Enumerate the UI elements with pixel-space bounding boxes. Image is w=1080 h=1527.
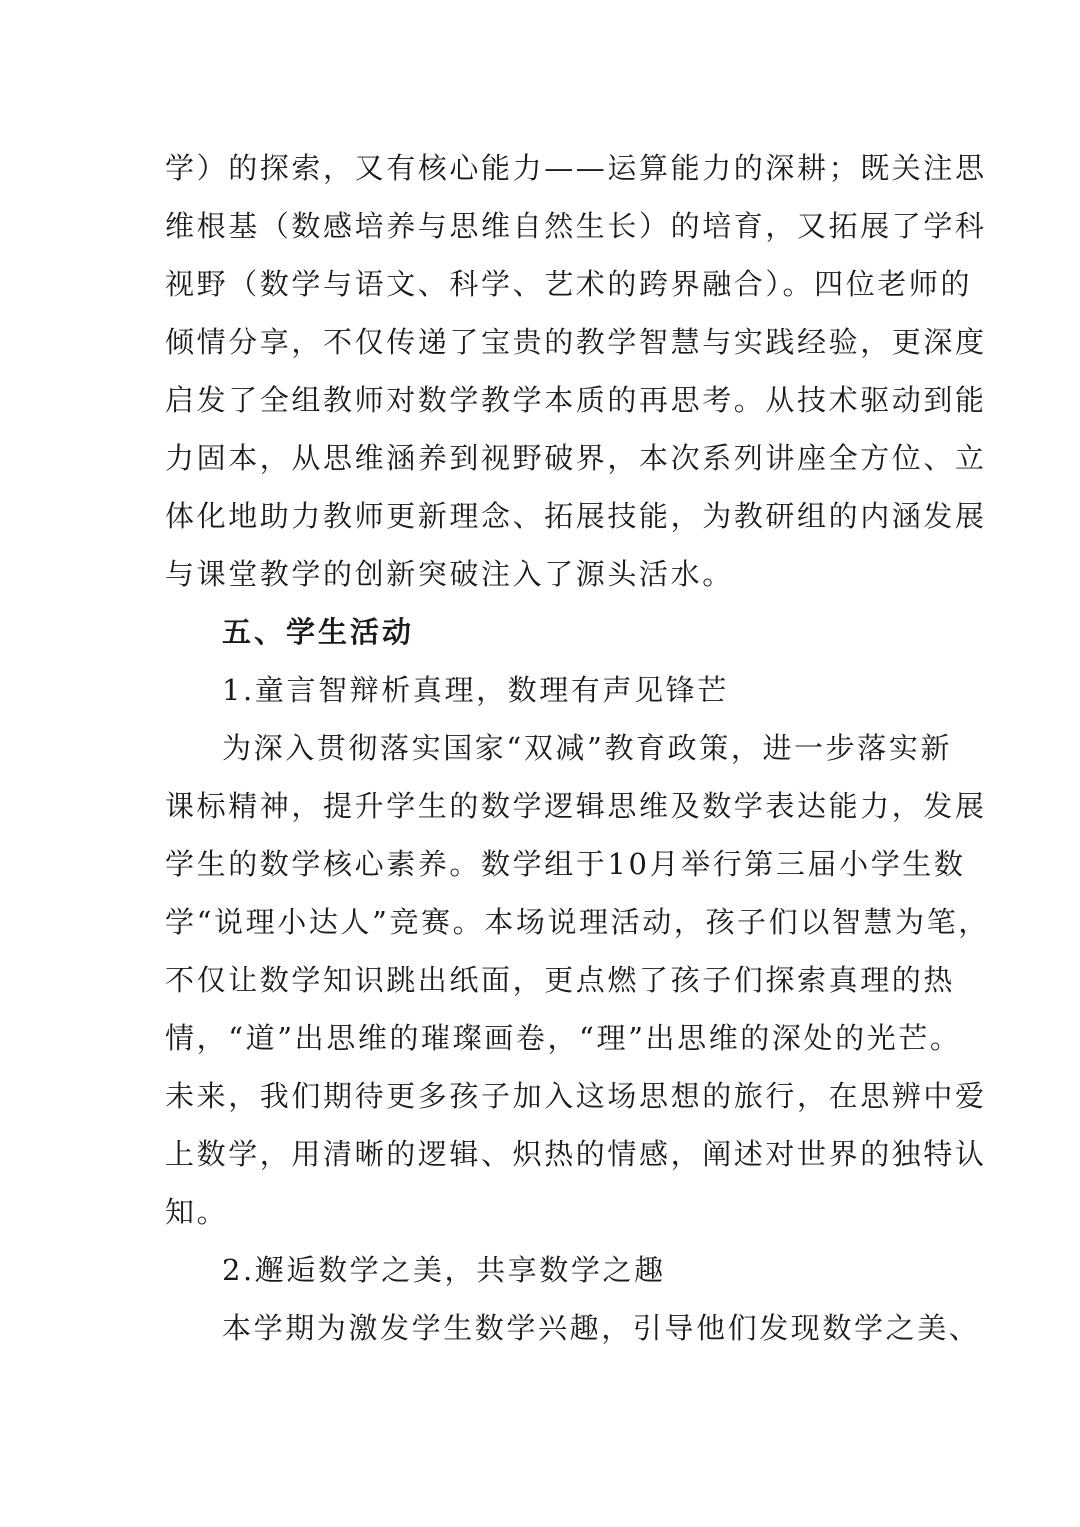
paragraph-line: 知。 [165, 1195, 229, 1229]
paragraph-line: 上数学，用清晰的逻辑、炽热的情感，阐述对世界的独特认 [165, 1137, 987, 1171]
section-heading: 五、学生活动 [222, 615, 415, 649]
subsection-title: 2.邂逅数学之美，共享数学之趣 [222, 1253, 666, 1287]
paragraph-line: 为深入贯彻落实国家“双减”教育政策，进一步落实新 [222, 731, 953, 765]
paragraph-line: 课标精神，提升学生的数学逻辑思维及数学表达能力，发展 [165, 789, 987, 823]
paragraph-line: 情，“道”出思维的璀璨画卷，“理”出思维的深处的光芒。 [165, 1021, 962, 1055]
paragraph-line: 不仅让数学知识跳出纸面，更点燃了孩子们探索真理的热 [165, 963, 956, 997]
paragraph-line: 视野（数学与语文、科学、艺术的跨界融合）。四位老师的 [165, 267, 973, 301]
paragraph-line: 倾情分享，不仅传递了宝贵的教学智慧与实践经验，更深度 [165, 325, 987, 359]
paragraph-line: 力固本，从思维涵养到视野破界，本次系列讲座全方位、立 [165, 441, 987, 475]
paragraph-line: 学生的数学核心素养。数学组于10月举行第三届小学生数 [165, 847, 966, 881]
paragraph-line: 与课堂教学的创新突破注入了源头活水。 [165, 557, 734, 591]
paragraph-line: 体化地助力教师更新理念、拓展技能，为教研组的内涵发展 [165, 499, 987, 533]
paragraph-line: 本学期为激发学生数学兴趣，引导他们发现数学之美、 [222, 1311, 981, 1345]
subsection-title: 1.童言智辩析真理，数理有声见锋芒 [222, 673, 729, 707]
paragraph-line: 学）的探索，又有核心能力——运算能力的深耕；既关注思 [165, 151, 987, 185]
paragraph-line: 未来，我们期待更多孩子加入这场思想的旅行，在思辨中爱 [165, 1079, 987, 1113]
paragraph-line: 维根基（数感培养与思维自然生长）的培育，又拓展了学科 [165, 209, 987, 243]
paragraph-line: 学“说理小达人”竞赛。本场说理活动，孩子们以智慧为笔， [165, 905, 990, 939]
paragraph-line: 启发了全组教师对数学教学本质的再思考。从技术驱动到能 [165, 383, 987, 417]
